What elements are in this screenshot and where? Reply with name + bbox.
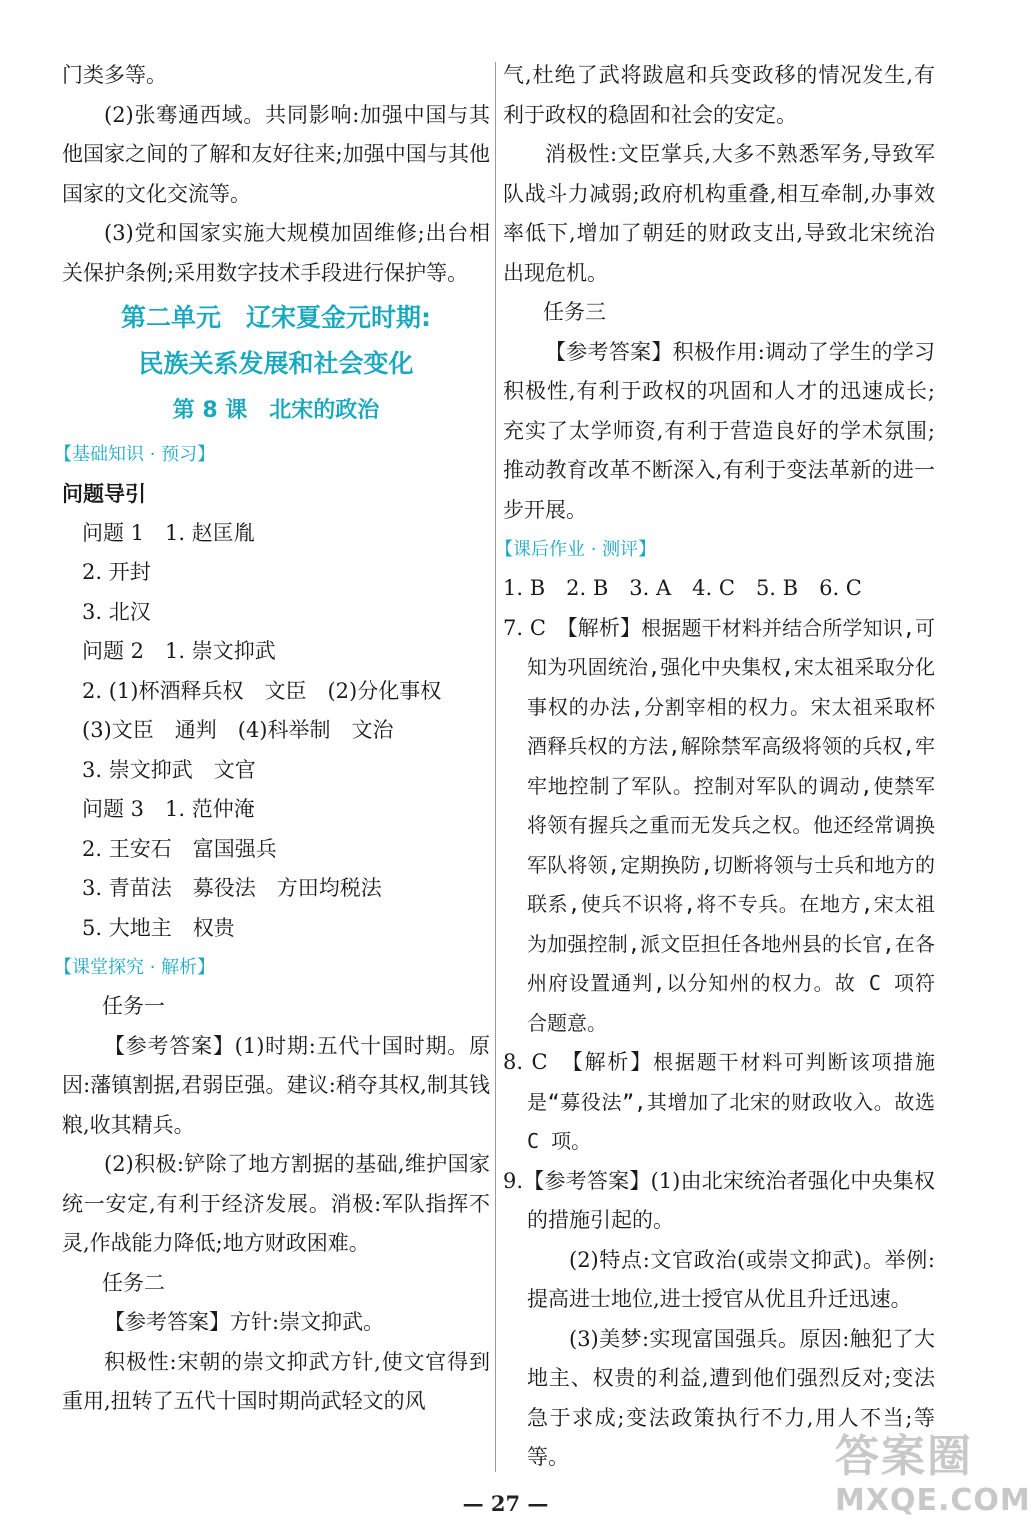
unit-title <box>62 295 490 387</box>
text-paragraph: 门类多等。 <box>62 63 167 87</box>
question-number: 7. C <box>503 615 568 640</box>
text-paragraph: 积极性:宋朝的崇文抑武方针,使文官得到重用,扭转了五代十国时期尚武轻文的风 <box>62 1349 490 1413</box>
answer-text: (1)由北宋统治者强化中央集权的措施引起的。 <box>527 1168 936 1232</box>
answer-line: 问题 1 1. 赵匡胤 <box>82 520 255 545</box>
text-paragraph: 消极性:文臣掌兵,大多不熟悉军务,导致军队战斗力减弱;政府机构重叠,相互牵制,办事效率低下,增加了朝廷的财政支出,导致北宋统治出现危机。 <box>503 142 935 285</box>
explanation-paragraph <box>503 1043 935 1162</box>
question-number: 9. <box>503 1168 524 1193</box>
answer-text: 方针:崇文抑武。 <box>230 1310 385 1334</box>
text-paragraph: (2)张骞通西域。共同影响:加强中国与其他国家之间的了解和友好往来;加强中国与其他国家的文化交流等。 <box>62 102 490 206</box>
answer-line: 3. 北汉 <box>82 599 151 624</box>
column-divider <box>495 62 496 1472</box>
text-paragraph <box>62 1303 490 1343</box>
text-paragraph <box>503 333 935 531</box>
question-number: 8. C <box>503 1050 573 1074</box>
explanation-text: 根据题干材料并结合所学知识,可知为巩固统治,强化中央集权,宋太祖采取分化事权的办法,分割宰相的权力。宋太祖采取杯酒释兵权的方法,解除禁军高级将领的兵权,牢牢地控制了军队。控制对军队的调动,使禁军将领有握兵之重而无发兵之权。他还经常调换军队将领,定期换防,切断将领与士兵和地方的联系,使兵不识将,将不专兵。在地方,宋太祖为加强控制,派文臣担任各地州县的长官,在各州府设置通判,以分知州的权力。故 C 项符合题意。 <box>527 615 936 1035</box>
answer-text: (1)时期:五代十国时期。原因:藩镇割据,君弱臣强。建议:稍夺其权,制其钱粮,收其精兵。 <box>62 1033 491 1137</box>
task-title: 任务一 <box>102 994 165 1018</box>
section-tag-class: 【课堂探究 · 解析】 <box>54 957 216 978</box>
subsection-title: 问题导引 <box>62 481 146 506</box>
answer-line: 问题 3 1. 范仲淹 <box>82 797 255 821</box>
watermark-line-2: MXQE.COM <box>835 1483 1031 1518</box>
explanation-text: 根据题干材料可判断该项措施是“募役法”,其增加了北宋的财政收入。故选 C 项。 <box>527 1050 936 1153</box>
answer-label: 【参考答案】 <box>545 339 673 364</box>
answer-label: 【解析】 <box>567 615 642 640</box>
watermark-logo <box>835 1430 1031 1530</box>
answer-paragraph <box>503 1162 935 1241</box>
right-column <box>495 56 936 1478</box>
answer-line: (3)文臣 通判 (4)科举制 文治 <box>82 718 394 742</box>
text-paragraph: 气,杜绝了武将跋扈和兵变政移的情况发生,有利于政权的稳固和社会的安定。 <box>503 63 935 127</box>
answer-line: 1. B 2. B 3. A 4. C 5. B 6. C <box>503 576 862 600</box>
page-number: — 27 — <box>462 1491 549 1516</box>
left-column <box>54 56 491 1422</box>
answer-paragraph: (2)特点:文官政治(或崇文抑武)。举例:提高进士地位,进士授官从优且升迁迅速。 <box>527 1247 935 1311</box>
answer-line: 2. (1)杯酒释兵权 文臣 (2)分化事权 <box>82 678 442 703</box>
answer-line: 3. 崇文抑武 文官 <box>82 757 256 782</box>
answer-text: 积极作用:调动了学生的学习积极性,有利于政权的巩固和人才的迅速成长;充实了太学师资,有利于营造良好的学术氛围;推动教育改革不断深入,有利于变法革新的进一步开展。 <box>503 339 935 522</box>
text-paragraph <box>62 1027 490 1146</box>
answer-label: 【参考答案】 <box>104 1033 235 1058</box>
task-title: 任务二 <box>102 1270 165 1295</box>
answer-line: 3. 青苗法 募役法 方田均税法 <box>82 876 382 900</box>
answer-line: 5. 大地主 权贵 <box>82 915 235 940</box>
answer-label: 【参考答案】 <box>104 1310 230 1334</box>
answer-label: 【参考答案】 <box>523 1168 651 1193</box>
section-tag-basic: 【基础知识 · 预习】 <box>54 444 216 465</box>
unit-title-line-2: 民族关系发展和社会变化 <box>138 349 414 378</box>
watermark-line-1: 答案圈 <box>835 1431 973 1482</box>
answer-paragraph: (3)美梦:实现富国强兵。原因:触犯了大地主、权贵的利益,遭到他们强烈反对;变法急于求成;变法政策执行不力,用人不当;等等。 <box>527 1326 935 1469</box>
answer-line: 2. 王安石 富国强兵 <box>82 836 277 861</box>
lesson-title: 第 8 课 北宋的政治 <box>172 398 380 423</box>
answer-line: 2. 开封 <box>82 560 151 584</box>
task-title: 任务三 <box>543 300 606 324</box>
answer-line: 问题 2 1. 崇文抑武 <box>82 639 276 663</box>
explanation-paragraph <box>503 609 935 1044</box>
text-paragraph: (3)党和国家实施大规模加固维修;出台相关保护条例;采用数字技术手段进行保护等。 <box>62 221 490 285</box>
answer-label: 【解析】 <box>572 1050 654 1074</box>
section-tag-homework: 【课后作业 · 测评】 <box>495 539 657 560</box>
unit-title-line-1: 第二单元 辽宋夏金元时期: <box>121 303 431 332</box>
text-paragraph: (2)积极:铲除了地方割据的基础,维护国家统一安定,有利于经济发展。消极:军队指挥不灵,作战能力降低;地方财政困难。 <box>62 1152 490 1255</box>
